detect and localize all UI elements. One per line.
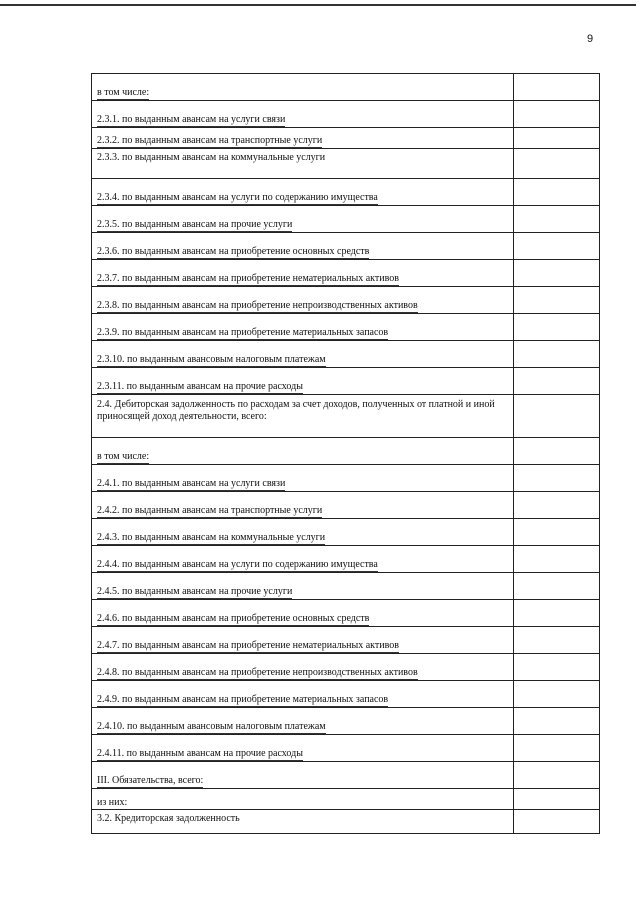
table-row — [92, 600, 600, 627]
row-value-cell — [514, 492, 600, 519]
row-label-cell — [92, 654, 514, 681]
row-label: 2.3.5. по выданным авансам на прочие услуги — [97, 219, 293, 230]
table-row — [92, 233, 600, 260]
row-value-cell — [514, 708, 600, 735]
row-label: 2.4.6. по выданным авансам на приобретение основных средств — [97, 613, 370, 624]
row-value-cell — [514, 627, 600, 654]
row-label-cell — [92, 233, 514, 260]
row-label: 3.2. Кредиторская задолженность — [97, 813, 240, 824]
row-label: 2.4.7. по выданным авансам на приобретение нематериальных активов — [97, 640, 399, 651]
row-label-cell — [92, 128, 514, 149]
row-label-cell — [92, 681, 514, 708]
row-label-cell — [92, 600, 514, 627]
row-value-cell — [514, 287, 600, 314]
table-row — [92, 287, 600, 314]
row-value-cell — [514, 233, 600, 260]
row-value-cell — [514, 762, 600, 789]
row-label-cell — [92, 627, 514, 654]
row-label-cell — [92, 519, 514, 546]
row-value-cell — [514, 74, 600, 101]
row-value-cell — [514, 654, 600, 681]
row-label-cell — [92, 762, 514, 789]
table-row — [92, 74, 600, 101]
table-row — [92, 179, 600, 206]
table-row — [92, 395, 600, 438]
indicator-table — [91, 73, 600, 834]
row-label-cell — [92, 287, 514, 314]
row-value-cell — [514, 810, 600, 834]
row-label: 2.4.2. по выданным авансам на транспортные услуги — [97, 505, 323, 516]
row-value-cell — [514, 149, 600, 179]
row-value-cell — [514, 206, 600, 233]
table-row — [92, 368, 600, 395]
table-row — [92, 341, 600, 368]
row-value-cell — [514, 314, 600, 341]
row-label-cell — [92, 546, 514, 573]
row-value-cell — [514, 260, 600, 287]
row-label-cell — [92, 341, 514, 368]
row-value-cell — [514, 735, 600, 762]
row-value-cell — [514, 600, 600, 627]
row-label: в том числе: — [97, 451, 150, 462]
row-value-cell — [514, 101, 600, 128]
row-label-cell — [92, 149, 514, 179]
row-value-cell — [514, 465, 600, 492]
row-value-cell — [514, 789, 600, 810]
table-row — [92, 314, 600, 341]
table-row — [92, 519, 600, 546]
row-value-cell — [514, 179, 600, 206]
row-label: 2.3.8. по выданным авансам на приобретение непроизводственных активов — [97, 300, 418, 311]
table-row — [92, 546, 600, 573]
row-label: в том числе: — [97, 87, 150, 98]
table-row — [92, 149, 600, 179]
table-row — [92, 573, 600, 600]
table-row — [92, 627, 600, 654]
row-label-cell — [92, 789, 514, 810]
row-value-cell — [514, 128, 600, 149]
row-label-cell — [92, 314, 514, 341]
row-value-cell — [514, 395, 600, 438]
table-row — [92, 708, 600, 735]
row-value-cell — [514, 573, 600, 600]
row-label: 2.4.10. по выданным авансовым налоговым платежам — [97, 721, 326, 732]
row-label: III. Обязательства, всего: — [97, 775, 204, 786]
page-number: 9 — [587, 33, 594, 45]
row-label: из них: — [97, 797, 128, 808]
table-row — [92, 101, 600, 128]
top-rule — [0, 4, 636, 6]
table-row — [92, 492, 600, 519]
row-value-cell — [514, 546, 600, 573]
row-value-cell — [514, 438, 600, 465]
row-value-cell — [514, 519, 600, 546]
row-label: 2.3.3. по выданным авансам на коммунальные услуги — [97, 152, 326, 163]
row-value-cell — [514, 368, 600, 395]
row-label-cell — [92, 74, 514, 101]
table-row — [92, 681, 600, 708]
row-value-cell — [514, 341, 600, 368]
row-label-cell — [92, 492, 514, 519]
row-label-cell — [92, 735, 514, 762]
row-label: 2.4.3. по выданным авансам на коммунальные услуги — [97, 532, 326, 543]
row-label: 2.3.11. по выданным авансам на прочие расходы — [97, 381, 303, 392]
row-label-cell — [92, 810, 514, 834]
table-row — [92, 735, 600, 762]
row-label: 2.3.7. по выданным авансам на приобретение нематериальных активов — [97, 273, 399, 284]
row-label: 2.3.10. по выданным авансовым налоговым платежам — [97, 354, 326, 365]
table-row — [92, 438, 600, 465]
row-label: 2.4.11. по выданным авансам на прочие расходы — [97, 748, 303, 759]
row-label: 2.4.5. по выданным авансам на прочие услуги — [97, 586, 293, 597]
table-row — [92, 654, 600, 681]
row-label-cell — [92, 573, 514, 600]
row-label: 2.4.4. по выданным авансам на услуги по содержанию имущества — [97, 559, 378, 570]
row-label: 2.4.8. по выданным авансам на приобретение непроизводственных активов — [97, 667, 418, 678]
row-label-cell — [92, 101, 514, 128]
row-label: 2.3.6. по выданным авансам на приобретение основных средств — [97, 246, 370, 257]
row-label-cell — [92, 395, 514, 438]
row-label-cell — [92, 438, 514, 465]
table-row — [92, 810, 600, 834]
row-label: 2.3.2. по выданным авансам на транспортные услуги — [97, 135, 323, 146]
table-row — [92, 260, 600, 287]
row-label-cell — [92, 179, 514, 206]
row-label: 2.4.9. по выданным авансам на приобретение материальных запасов — [97, 694, 389, 705]
row-label: 2.3.9. по выданным авансам на приобретение материальных запасов — [97, 327, 389, 338]
table-row — [92, 465, 600, 492]
row-label-cell — [92, 465, 514, 492]
table-row — [92, 128, 600, 149]
row-label: 2.3.4. по выданным авансам на услуги по содержанию имущества — [97, 192, 378, 203]
row-label-cell — [92, 708, 514, 735]
table-row — [92, 789, 600, 810]
table-row — [92, 206, 600, 233]
row-label: 2.4.1. по выданным авансам на услуги связи — [97, 478, 286, 489]
row-label: 2.4. Дебиторская задолженность по расходам за счет доходов, полученных от платной и иной приносящей доход деятельности, всего: — [97, 399, 495, 422]
row-label-cell — [92, 206, 514, 233]
row-value-cell — [514, 681, 600, 708]
row-label: 2.3.1. по выданным авансам на услуги связи — [97, 114, 286, 125]
row-label-cell — [92, 368, 514, 395]
row-label-cell — [92, 260, 514, 287]
table-row — [92, 762, 600, 789]
